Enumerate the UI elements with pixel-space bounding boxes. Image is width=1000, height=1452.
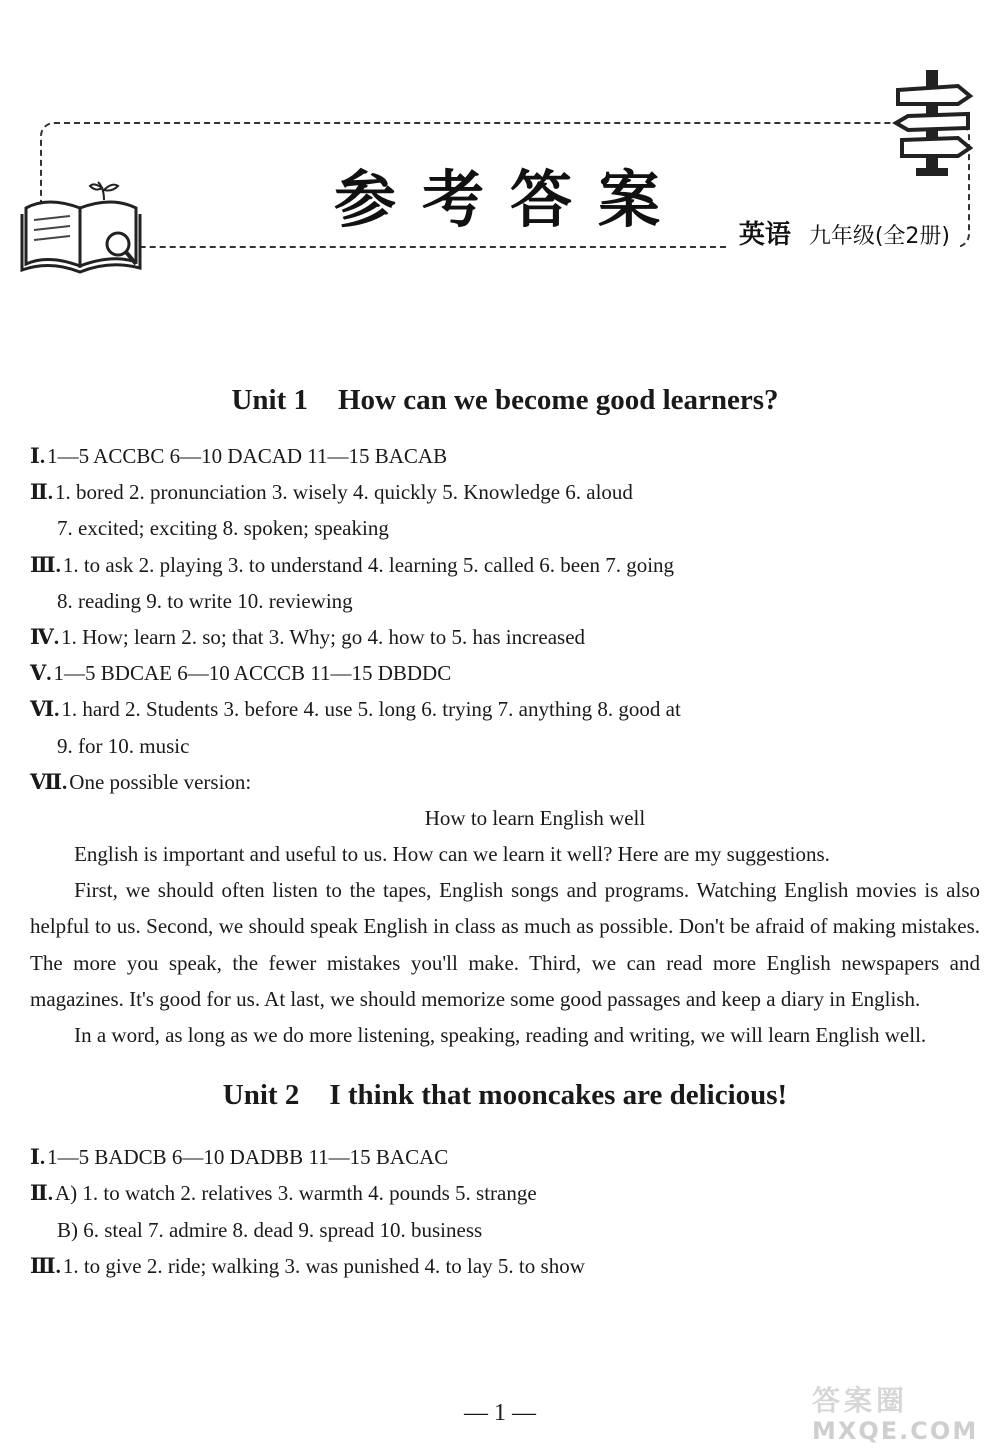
section-numeral: Ⅵ. (30, 697, 60, 722)
answer-line (30, 1248, 980, 1284)
unit-title (30, 1075, 980, 1115)
grade-label: 九年级(全2册) (808, 224, 950, 249)
answer-line (30, 1139, 980, 1175)
answer-text: 1—5 BADCB 6—10 DADBB 11—15 BACAC (47, 1145, 449, 1170)
answer-text: 8. reading 9. to write 10. reviewing (57, 588, 353, 613)
unit-number: Unit 2 (222, 1079, 300, 1112)
answer-line (30, 1175, 980, 1211)
answer-text: 1. bored 2. pronunciation 3. wisely 4. quickly 5. Knowledge 6. aloud (54, 480, 633, 505)
answer-text: 1. hard 2. Students 3. before 4. use 5. long 6. trying 7. anything 8. good at (61, 697, 681, 722)
section-numeral: Ⅳ. (30, 624, 60, 649)
answer-line (30, 655, 980, 691)
answer-line (30, 691, 980, 727)
unit-heading: I think that mooncakes are delicious! (329, 1079, 788, 1112)
answer-content (30, 380, 980, 1284)
answer-line (30, 438, 980, 474)
answer-text: 1. How; learn 2. so; that 3. Why; go 4. how to 5. has increased (61, 624, 586, 649)
section-numeral: Ⅲ. (30, 1253, 61, 1278)
section-numeral: Ⅰ. (30, 1145, 46, 1170)
answer-text: One possible version: (69, 769, 252, 794)
answer-line (30, 1212, 980, 1248)
answer-line (30, 583, 980, 619)
essay-paragraph: In a word, as long as we do more listening, speaking, reading and writing, we will learn English well. (74, 1023, 927, 1048)
watermark-logo (812, 1384, 992, 1448)
page-title: 参考答案 (333, 163, 686, 236)
answer-line (30, 510, 980, 546)
section-numeral: Ⅶ. (30, 769, 68, 794)
unit-title (30, 380, 980, 420)
answer-line (30, 764, 980, 800)
answer-text: 1. to give 2. ride; walking 3. was punished 4. to lay 5. to show (62, 1253, 585, 1278)
page-number: — 1 — (464, 1400, 536, 1426)
subject-label: 英语 (738, 220, 791, 250)
answer-text: A) 1. to watch 2. relatives 3. warmth 4. pounds 5. strange (54, 1181, 537, 1206)
answer-text: 1. to ask 2. playing 3. to understand 4. learning 5. called 6. been 7. going (62, 552, 675, 577)
page-header (0, 0, 1000, 290)
section-numeral: Ⅲ. (30, 552, 61, 577)
answer-text: B) 6. steal 7. admire 8. dead 9. spread 10. business (57, 1217, 483, 1242)
essay-paragraph: English is important and useful to us. How can we learn it well? Here are my suggestions. (74, 842, 830, 867)
watermark-domain: MXQE.COM (812, 1417, 979, 1445)
answer-text: 1—5 ACCBC 6—10 DACAD 11—15 BACAB (47, 444, 448, 468)
answer-line (30, 474, 980, 510)
unit-heading: How can we become good learners? (337, 384, 779, 416)
unit-section (30, 1075, 980, 1284)
section-numeral: Ⅴ. (30, 661, 52, 686)
unit-number: Unit 1 (231, 384, 308, 416)
answer-text: 1—5 BDCAE 6—10 ACCCB 11—15 DBDDC (53, 661, 452, 686)
answer-text: 9. for 10. music (57, 733, 190, 758)
watermark-text: 答案圈 (812, 1384, 909, 1417)
subject-grade-label (729, 214, 960, 251)
answer-line (30, 547, 980, 583)
section-numeral: Ⅱ. (30, 1181, 53, 1206)
answer-text: 7. excited; exciting 8. spoken; speaking (57, 516, 389, 541)
unit-section (30, 380, 980, 1053)
essay-paragraph: First, we should often listen to the tapes, English songs and programs. Watching English movies is also helpful to us. Second, we should speak English in class as much as possible. Don't be afraid of making mistakes. The more you speak, the fewer mistakes you'll make. Third, we can read more English newspapers and magazines. It's good for us. At last, we should memorize some good passages and keep a diary in English. (30, 878, 980, 1011)
essay-title: How to learn English well (424, 805, 646, 830)
answer-line (30, 728, 980, 764)
section-numeral: Ⅰ. (30, 444, 46, 468)
answer-line (30, 619, 980, 655)
section-numeral: Ⅱ. (30, 480, 53, 505)
